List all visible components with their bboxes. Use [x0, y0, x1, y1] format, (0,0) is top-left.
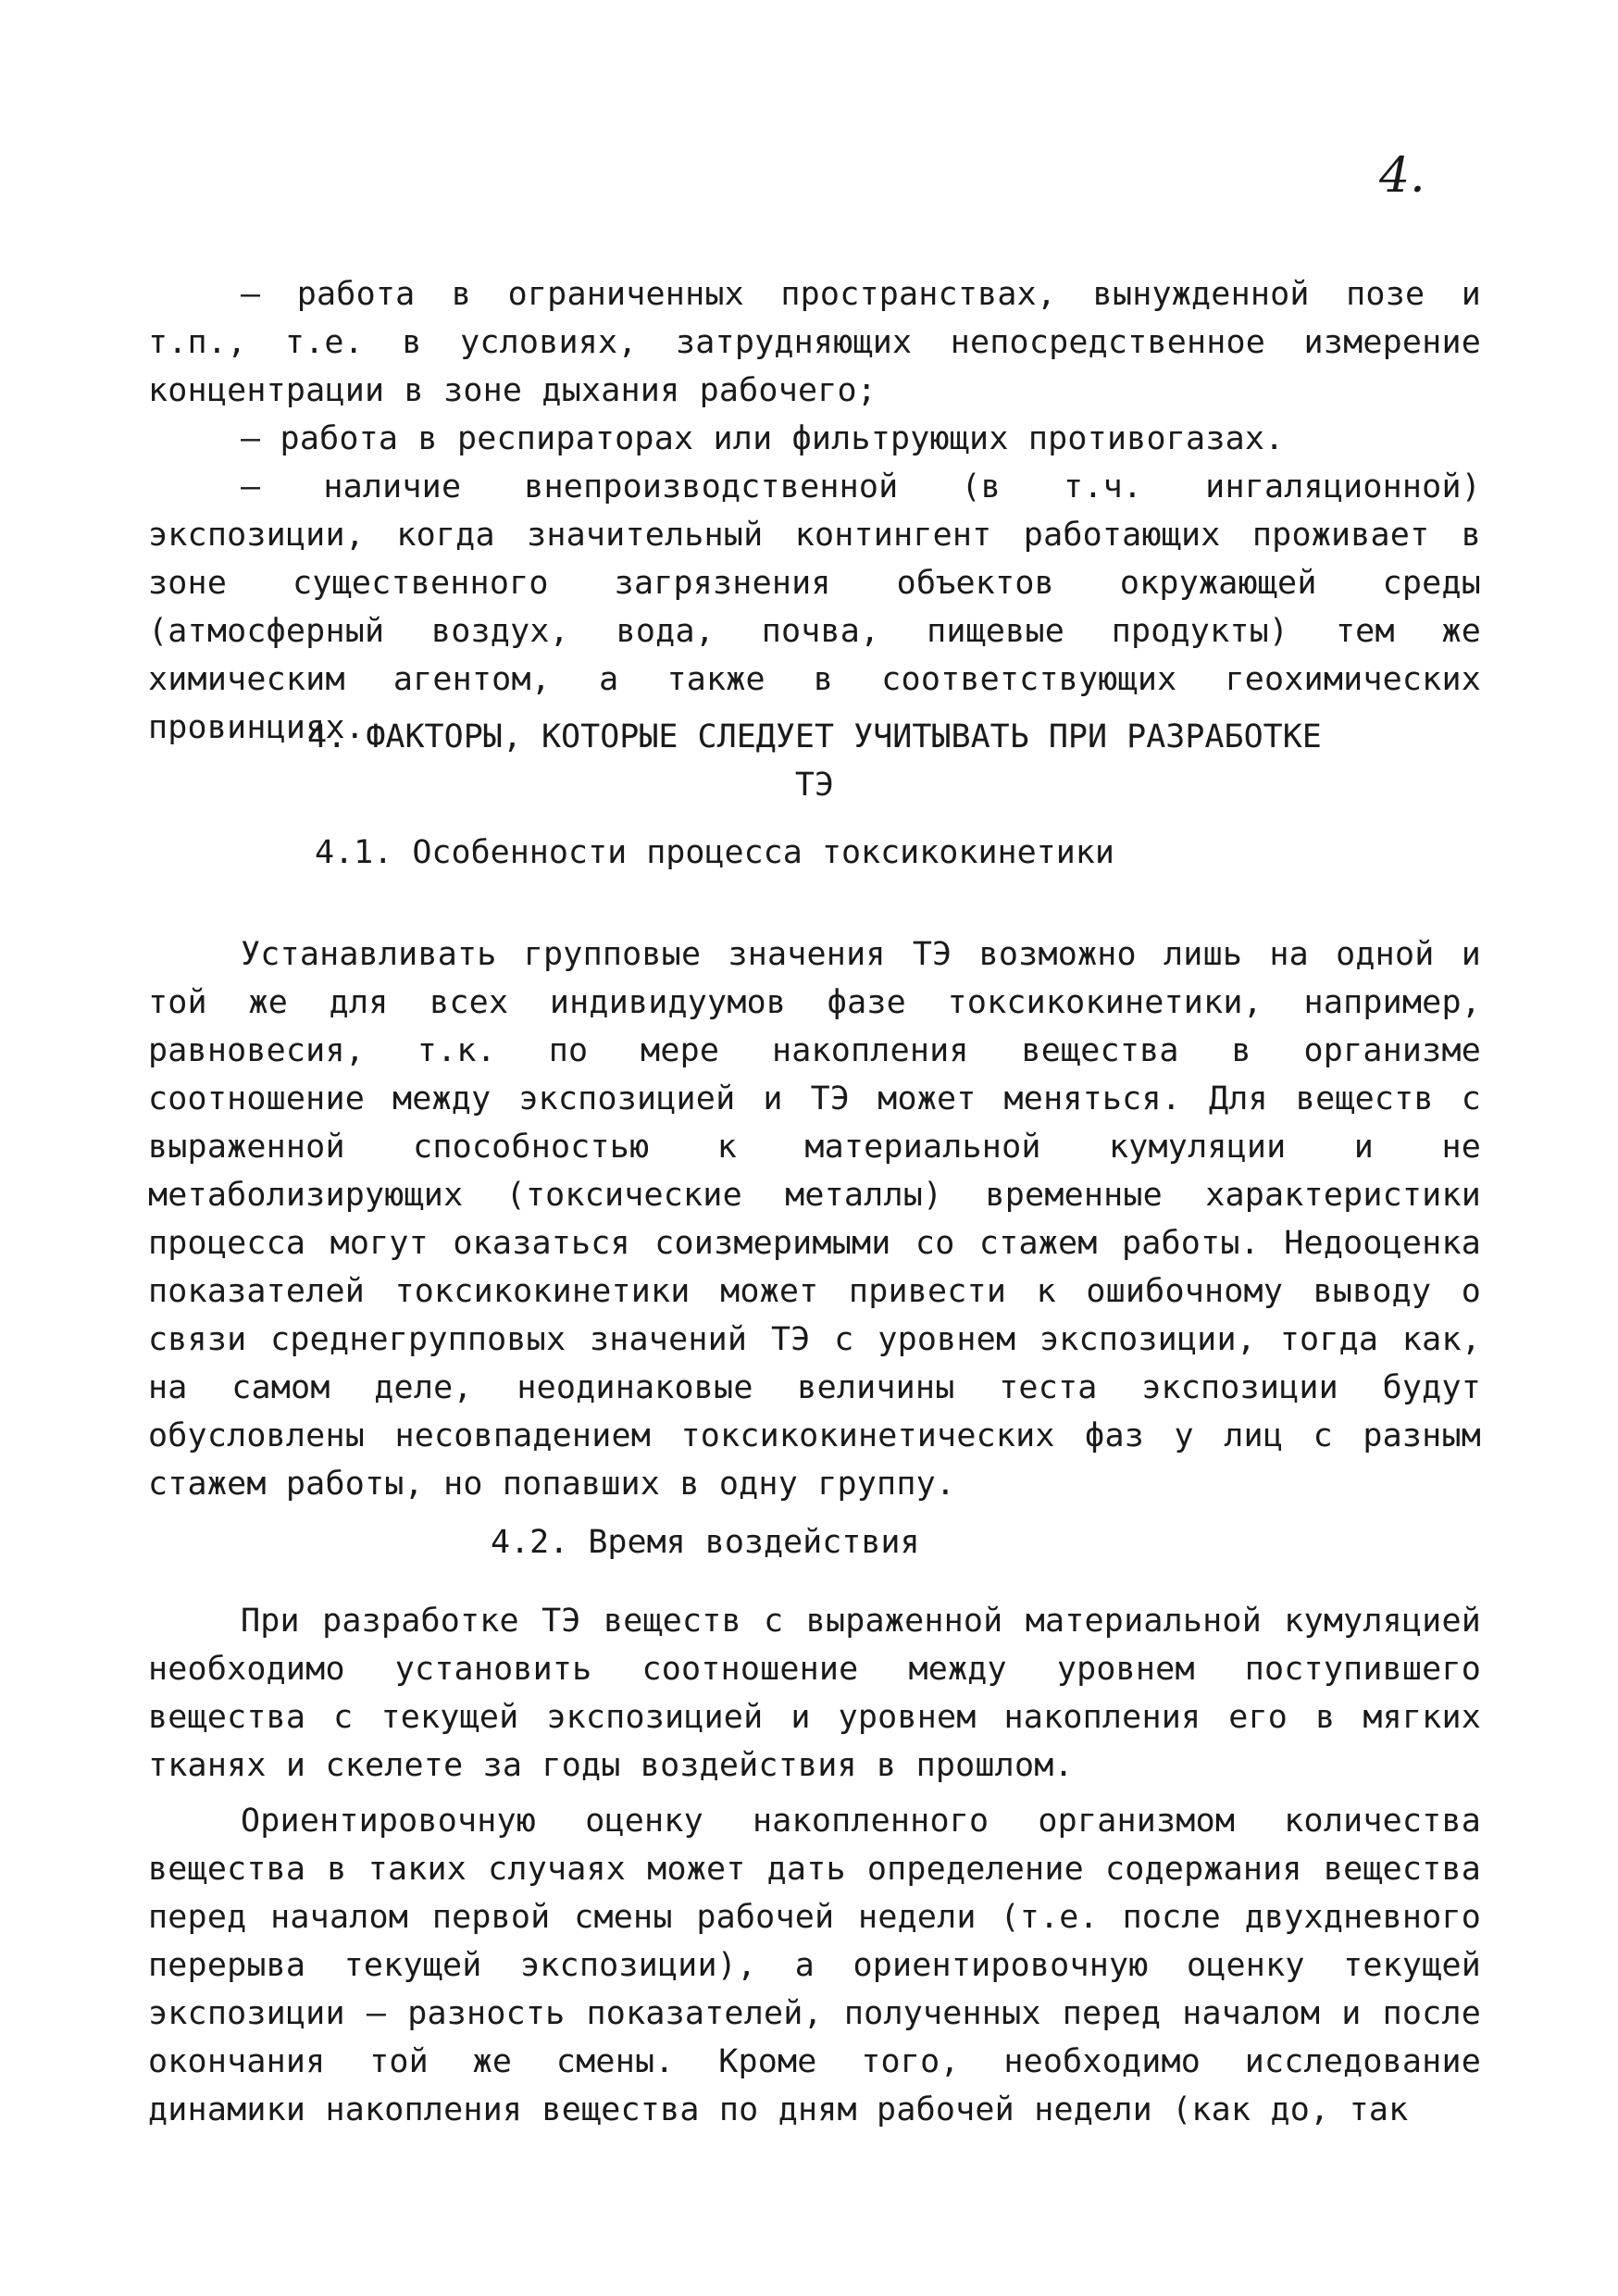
- section-4-2-paragraph-2: Ориентировочную оценку накопленного организмом количества вещества в таких случаях может дать определение содержания вещества перед началом первой смены рабочей недели (т.е. после двухдневного перерыва текущей экспозиции), а ориентировочную оценку текущей экспозиции – разность показателей, полученных перед началом и после окончания той же смены. Кроме того, необходимо исследование динамики накопления вещества по дням рабочей недели (как до, так: [148, 1803, 1481, 2128]
- section-4-heading-line2: ТЭ: [794, 767, 835, 804]
- page-number: 4.: [1379, 148, 1425, 204]
- section-4-heading: [148, 713, 1481, 809]
- list-block: [148, 270, 1481, 752]
- section-4-1-body: [148, 930, 1481, 1508]
- section-4-2-body: [148, 1597, 1481, 2134]
- list-item: – работа в ограниченных пространствах, вынужденной позе и т.п., т.е. в условиях, затрудняющих непосредственное измерение концентрации в зоне дыхания рабочего;: [148, 276, 1481, 409]
- section-4-2-heading: 4.2. Время воздействия: [491, 1524, 920, 1561]
- section-4-2-paragraph-1: При разработке ТЭ веществ с выраженной материальной кумуляцией необходимо установить соотношение между уровнем поступившего вещества с текущей экспозицией и уровнем накопления его в мягких тканях и скелете за годы воздействия в прошлом.: [148, 1603, 1481, 1784]
- section-4-heading-line1: 4. ФАКТОРЫ, КОТОРЫЕ СЛЕДУЕТ УЧИТЫВАТЬ ПРИ РАЗРАБОТКЕ: [307, 718, 1322, 755]
- list-item: – наличие внепроизводственной (в т.ч. ингаляционной) экспозиции, когда значительный контингент работающих проживает в зоне существенного загрязнения объектов окружающей среды (атмосферный воздух, вода, почва, пищевые продукты) тем же химическим агентом, а также в соответствующих геохимических провинциях.: [148, 468, 1481, 746]
- section-4-1-heading: 4.1. Особенности процесса токсикокинетики: [315, 834, 1114, 871]
- list-item: – работа в респираторах или фильтрующих противогазах.: [241, 420, 1285, 457]
- section-4-1-paragraph: Устанавливать групповые значения ТЭ возможно лишь на одной и той же для всех индивидуумов фазе токсикокинетики, например, равновесия, т.к. по мере накопления вещества в организме соотношение между экспозицией и ТЭ может меняться. Для веществ с выраженной способностью к материальной кумуляции и не метаболизирующих (токсические металлы) временные характеристики процесса могут оказаться соизмеримыми со стажем работы. Недооценка показателей токсикокинетики может привести к ошибочному выводу о связи среднегрупповых значений ТЭ с уровнем экспозиции, тогда как, на самом деле, неодинаковые величины теста экспозиции будут обусловлены несовпадением токсикокинетических фаз у лиц с разным стажем работы, но попавших в одну группу.: [148, 936, 1481, 1503]
